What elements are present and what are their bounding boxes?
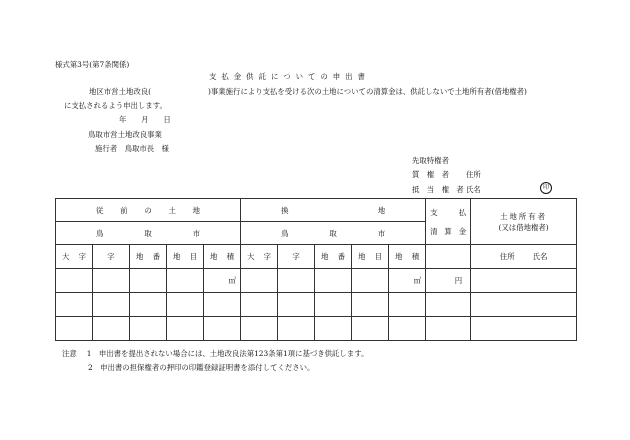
col-oaza-before: 大 字: [56, 245, 93, 269]
note-1: 注意 1 申出書を提出されない場合には、土地改良法第123条第1項に基づき供託します。: [62, 349, 369, 358]
pledge-label: 質 権 者: [412, 170, 449, 179]
col-aza-before: 字: [93, 245, 130, 269]
replot-header: 換 地: [241, 199, 426, 222]
mortgage-label: 抵 当 権 者: [412, 185, 464, 194]
col-chimoku-before: 地 目: [167, 245, 204, 269]
table-row: [56, 293, 577, 317]
before-land-header: 従 前 の 土 地: [56, 199, 241, 222]
col-chiseki-replot: 地 積: [389, 245, 426, 269]
seal-mark: 印: [540, 182, 552, 194]
document-title: 支払金供託についての申出書: [209, 72, 370, 81]
city-before: 鳥 取 市: [56, 222, 241, 245]
name-label: 氏名: [466, 185, 481, 194]
note-2: 2 申出書の担保権者の押印の印鑑登録証明書を添付してください。: [88, 363, 315, 372]
preemptive-label: 先取特権者: [412, 156, 449, 165]
address-label: 住所: [466, 170, 481, 179]
col-oaza-replot: 大 字: [241, 245, 278, 269]
unit-yen: 円: [426, 269, 471, 293]
unit-area-replot: ㎡: [389, 269, 426, 293]
project-name: 鳥取市営土地改良事業: [88, 130, 162, 139]
settlement-header: 支 払 清 算 金: [426, 199, 471, 245]
col-chiseki-before: 地 積: [204, 245, 241, 269]
col-owner: 住所 氏名: [471, 245, 577, 269]
intro-line2: に支払されるよう申出します。: [64, 101, 167, 110]
col-chiban-before: 地 番: [130, 245, 167, 269]
form-number: 様式第3号(第7条関係): [55, 60, 130, 69]
unit-area-before: ㎡: [204, 269, 241, 293]
notes-section: [62, 347, 368, 375]
col-chiban-replot: 地 番: [315, 245, 352, 269]
land-table: [55, 198, 577, 341]
table-row: [56, 269, 577, 293]
intro-line1-b: )事業施行により支払を受ける次の土地についての清算金は、供託しないで土地所有者(借地権者): [208, 87, 527, 96]
table-row: [56, 317, 577, 341]
date-line: 年 月 日: [119, 115, 171, 124]
city-replot: 鳥 取 市: [241, 222, 426, 245]
addressee: 施行者 鳥取市長 様: [95, 144, 169, 153]
intro-line1-a: 地区市営土地改良(: [89, 87, 152, 96]
col-aza-replot: 字: [278, 245, 315, 269]
owner-header: 土地所有者 (又は借地権者): [471, 199, 577, 245]
col-settlement-blank: [426, 245, 471, 269]
col-chimoku-replot: 地 目: [352, 245, 389, 269]
